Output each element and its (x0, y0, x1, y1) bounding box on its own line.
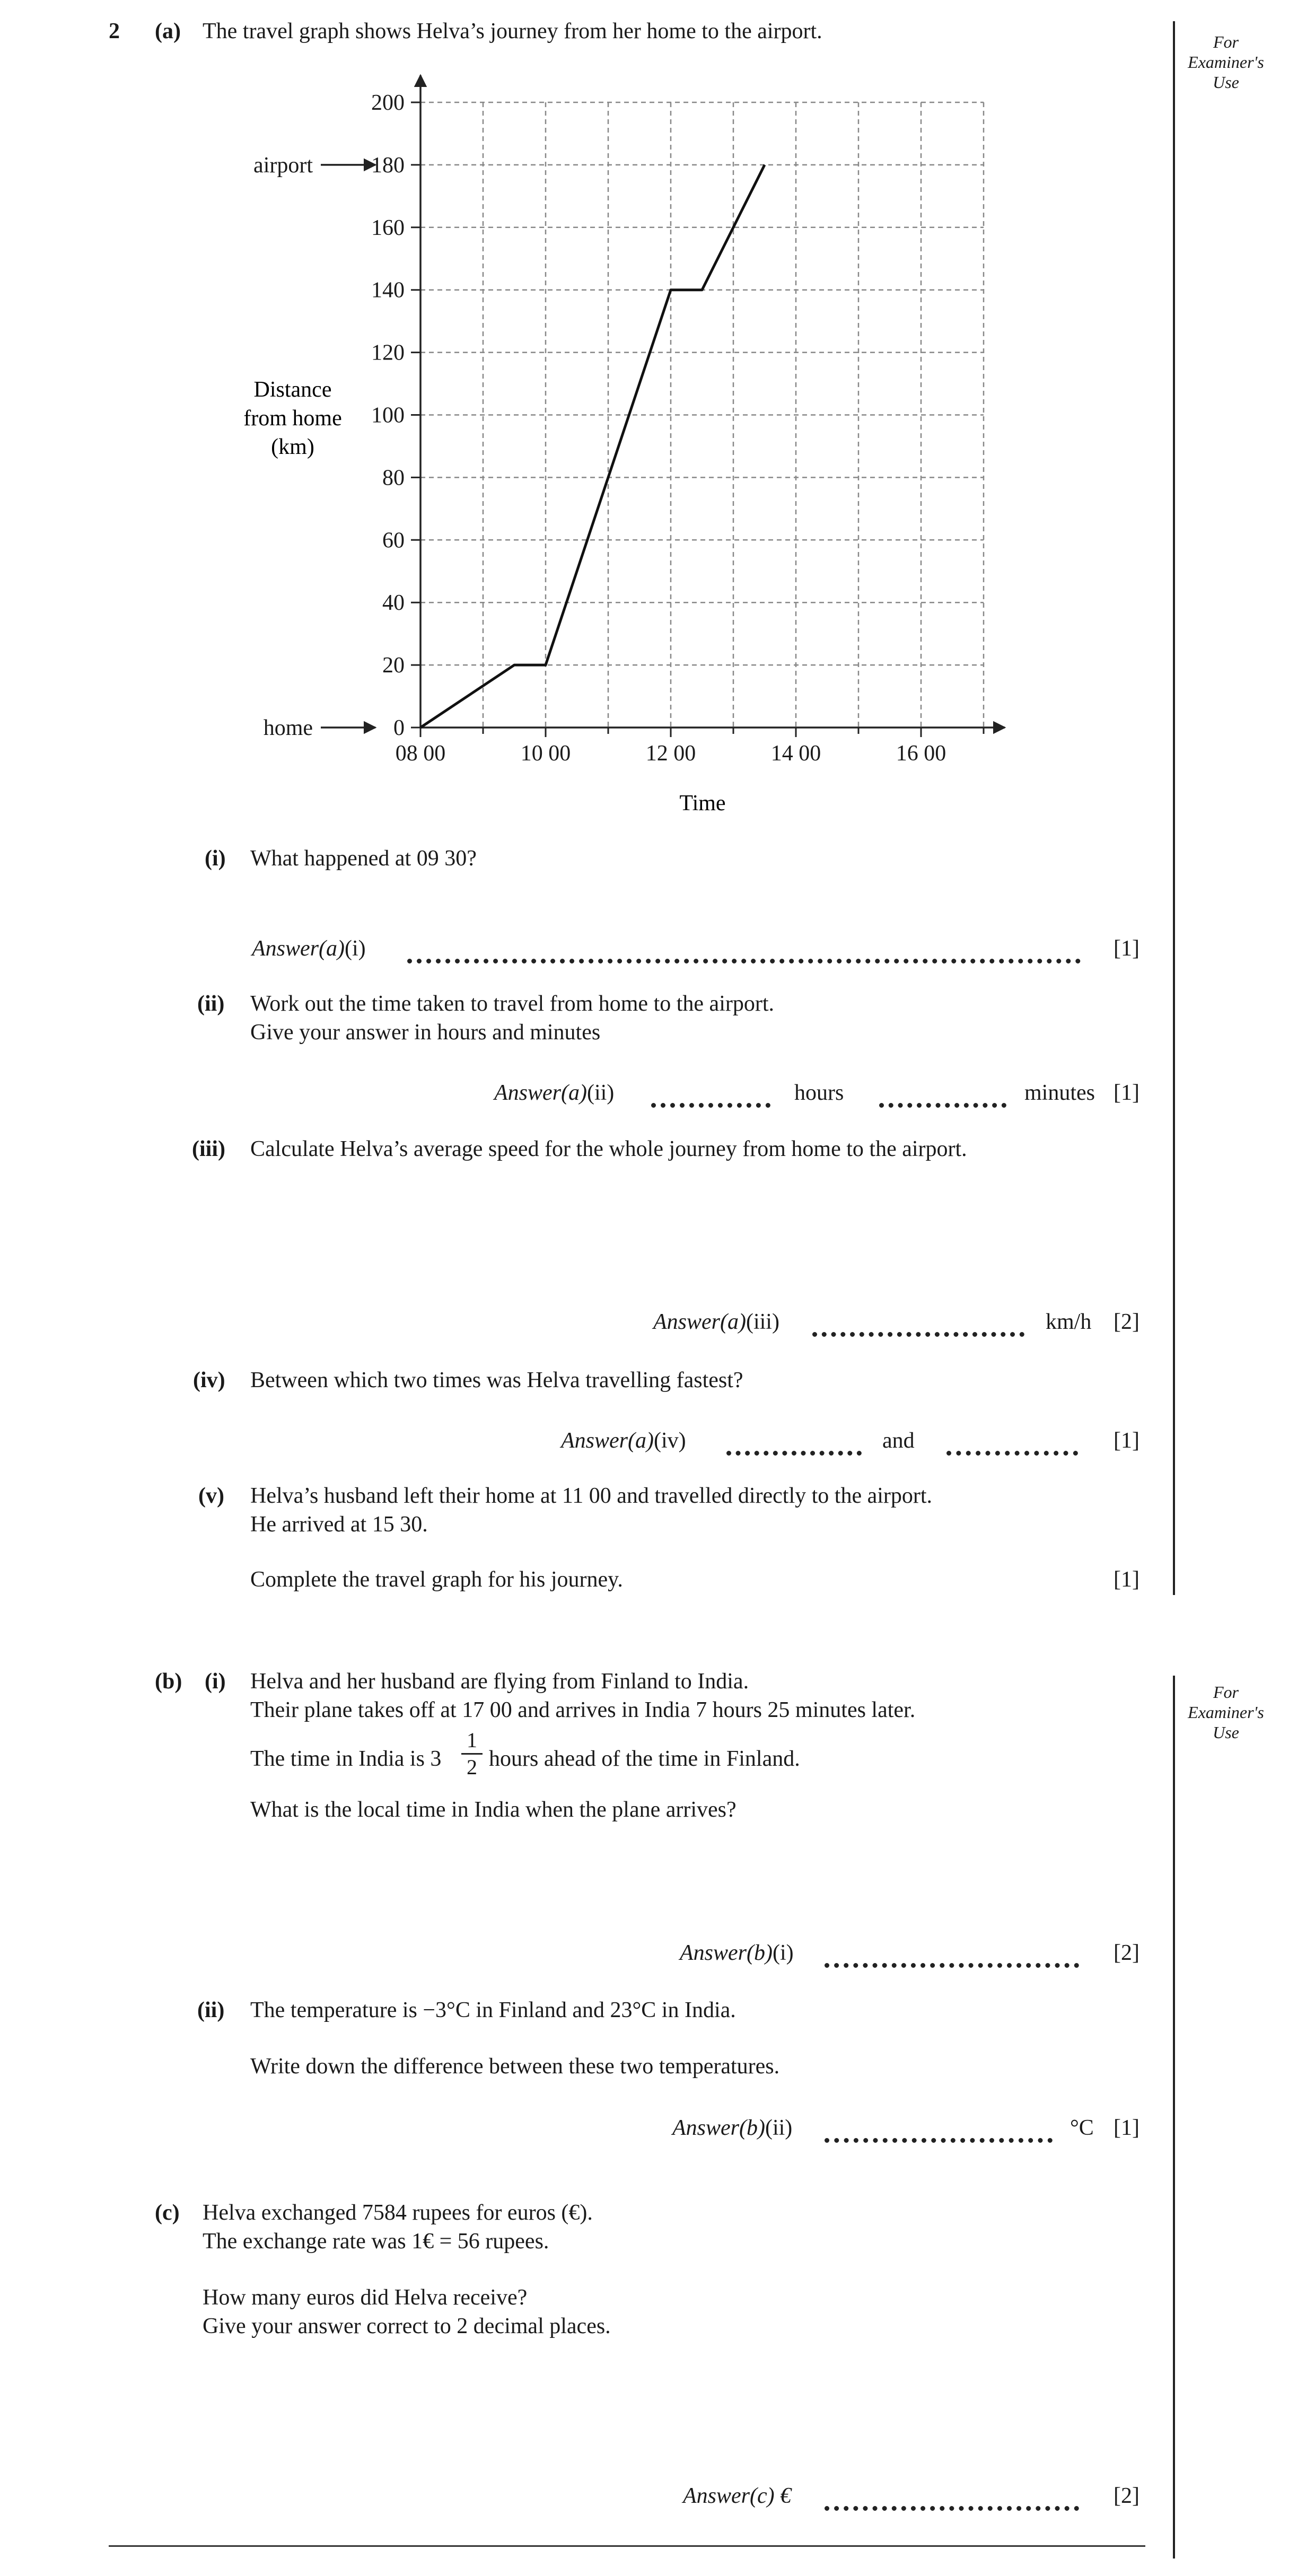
q-a-ii-line2: Give your answer in hours and minutes (250, 1020, 601, 1045)
x-tick-label: 14 00 (770, 741, 821, 766)
q-a-ii-line1: Work out the time taken to travel from home to the airport. (250, 992, 775, 1016)
answer-a-iii-label: Answer(a)(iii) (653, 1310, 779, 1334)
airport-label: airport (253, 153, 313, 178)
q-a-iii-text: Calculate Helva’s average speed for the whole journey from home to the airport. (250, 1137, 967, 1161)
q-c-line3: How many euros did Helva receive? (203, 2285, 528, 2310)
y-tick-label: 160 (371, 215, 405, 240)
answer-b-ii-label: Answer(b)(ii) (672, 2116, 793, 2140)
q-a-v-label: (v) (198, 1484, 224, 1508)
q-b-i-line1: Helva and her husband are flying from Finland to India. (250, 1669, 749, 1694)
q-a-v-line1: Helva’s husband left their home at 11 00 and travelled directly to the airport. (250, 1484, 933, 1508)
q-b-ii-line2: Write down the difference between these two temperatures. (250, 2054, 780, 2079)
y-tick-label: 100 (371, 403, 405, 428)
answer-a-iv-second-field[interactable] (946, 1451, 1078, 1456)
marks-b-i: [2] (1114, 1941, 1139, 1965)
x-axis-label: Time (679, 791, 726, 816)
answer-b-i-label: Answer(b)(i) (680, 1941, 794, 1965)
part-b-label: (b) (155, 1669, 182, 1694)
answer-c-field[interactable] (825, 2506, 1079, 2511)
y-tick-label: 120 (371, 340, 405, 365)
q-b-i-label: (i) (205, 1669, 226, 1694)
unit-hours: hours (794, 1081, 844, 1105)
marks-a-iii: [2] (1114, 1310, 1139, 1334)
home-label: home (263, 716, 313, 740)
y-axis-label-line2: from home (243, 406, 342, 431)
q-a-v-line3: Complete the travel graph for his journey. (250, 1567, 623, 1592)
q-c-line4: Give your answer correct to 2 decimal places. (203, 2314, 611, 2338)
examiner-note-top: For Examiner's Use (1188, 32, 1264, 92)
examiner-note-bottom: For Examiner's Use (1188, 1683, 1264, 1742)
graph-axes (420, 75, 1005, 728)
fraction-numerator: 1 (467, 1728, 477, 1752)
marks-c: [2] (1114, 2484, 1139, 2508)
y-tick-label: 0 (393, 716, 405, 740)
marks-a-ii: [1] (1114, 1081, 1139, 1105)
q-b-ii-line1: The temperature is −3°C in Finland and 23°C in India. (250, 1998, 736, 2022)
q-a-iv-label: (iv) (193, 1368, 225, 1392)
answer-a-ii-minutes-field[interactable] (879, 1103, 1006, 1108)
q-a-iv-text: Between which two times was Helva travelling fastest? (250, 1368, 743, 1392)
question-number: 2 (109, 19, 120, 43)
answer-a-i-field[interactable] (407, 959, 1081, 963)
x-tick-label: 08 00 (395, 741, 446, 766)
page-bottom-rule (109, 2545, 1145, 2547)
part-a-intro: The travel graph shows Helva’s journey from her home to the airport. (203, 19, 822, 43)
answer-b-ii-field[interactable] (825, 2138, 1053, 2143)
y-tick-label: 140 (371, 278, 405, 303)
x-tick-label: 12 00 (645, 741, 696, 766)
fraction-bar (461, 1753, 483, 1755)
marks-a-v: [1] (1114, 1567, 1139, 1592)
y-tick-label: 180 (371, 153, 405, 178)
answer-b-i-field[interactable] (825, 1963, 1079, 1968)
answer-a-ii-label: Answer(a)(ii) (494, 1081, 615, 1105)
y-tick-label: 20 (382, 653, 405, 678)
marks-a-i: [1] (1114, 936, 1139, 961)
part-a-label: (a) (155, 19, 181, 43)
answer-a-iii-field[interactable] (812, 1332, 1024, 1337)
y-axis-label-line3: (km) (271, 435, 314, 459)
answer-a-iv-first-field[interactable] (726, 1451, 862, 1456)
marks-a-iv: [1] (1114, 1429, 1139, 1453)
journey-line (420, 165, 765, 728)
journey-series (420, 165, 765, 728)
q-b-ii-label: (ii) (197, 1998, 225, 2022)
y-tick-label: 80 (382, 466, 405, 490)
q-a-i-label: (i) (205, 846, 226, 871)
travel-graph (0, 0, 1315, 848)
unit-celsius: °C (1070, 2116, 1094, 2140)
q-a-ii-label: (ii) (197, 992, 225, 1016)
fraction-denominator: 2 (467, 1755, 477, 1779)
q-a-v-line2: He arrived at 15 30. (250, 1512, 428, 1537)
x-tick-labels (396, 728, 984, 766)
y-tick-label: 40 (382, 591, 405, 616)
q-a-i-text: What happened at 09 30? (250, 846, 477, 871)
answer-a-iv-label: Answer(a)(iv) (561, 1429, 686, 1453)
x-tick-label: 10 00 (520, 741, 571, 766)
q-b-i-line2: Their plane takes off at 17 00 and arrives in India 7 hours 25 minutes later. (250, 1698, 916, 1722)
unit-kmh: km/h (1046, 1310, 1092, 1334)
answer-c-label: Answer(c) € (683, 2484, 792, 2508)
y-tick-label: 200 (371, 91, 405, 115)
marks-b-ii: [1] (1114, 2116, 1139, 2140)
q-b-i-line3-pre: The time in India is 3 (250, 1747, 442, 1771)
x-tick-label: 16 00 (896, 741, 946, 766)
graph-grid (420, 102, 984, 728)
y-tick-labels (371, 91, 420, 740)
q-a-iii-label: (iii) (192, 1137, 225, 1161)
q-c-line1: Helva exchanged 7584 rupees for euros (€). (203, 2201, 593, 2225)
y-tick-label: 60 (382, 528, 405, 553)
q-b-i-line4: What is the local time in India when the plane arrives? (250, 1798, 737, 1822)
q-b-i-line3-post: hours ahead of the time in Finland. (489, 1747, 800, 1771)
q-c-line2: The exchange rate was 1€ = 56 rupees. (203, 2229, 549, 2254)
margin-rule-bottom (1173, 1676, 1175, 2559)
fraction-half (461, 1730, 483, 1778)
answer-a-i-label: Answer(a)(i) (252, 936, 366, 961)
answer-a-ii-hours-field[interactable] (651, 1103, 770, 1108)
y-axis-label-line1: Distance (253, 378, 332, 402)
part-c-label: (c) (155, 2201, 180, 2225)
joiner-and: and (882, 1429, 915, 1453)
unit-minutes: minutes (1024, 1081, 1095, 1105)
